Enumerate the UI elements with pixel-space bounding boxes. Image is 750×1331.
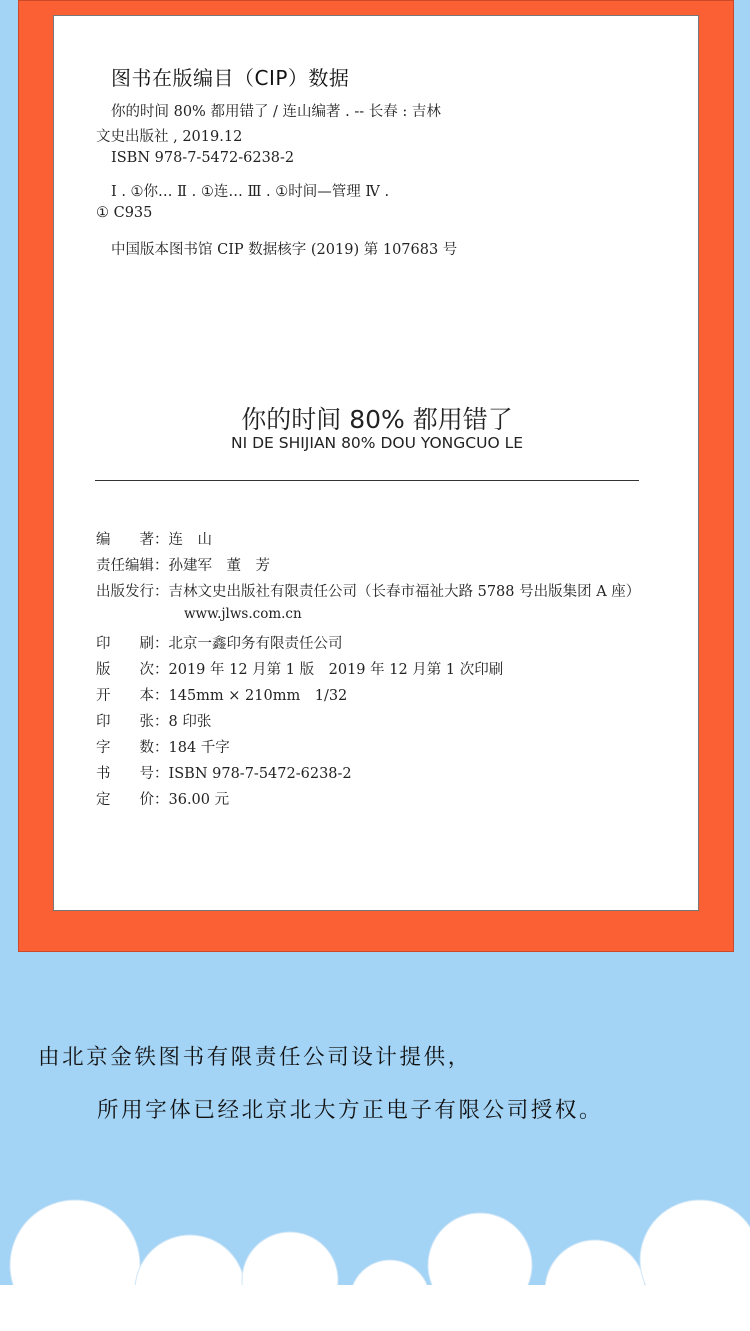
info-sheets bbox=[96, 710, 211, 731]
cip-line: 文史出版社 , 2019.12 bbox=[96, 129, 243, 145]
info-label: 印 张： bbox=[96, 714, 169, 730]
info-label: 定 价： bbox=[96, 792, 169, 808]
cloud-base bbox=[0, 1285, 750, 1331]
cip-classification-code: ① C935 bbox=[96, 205, 153, 221]
copyright-page bbox=[53, 15, 699, 911]
info-publisher bbox=[96, 580, 640, 601]
info-value: 吉林文史出版社有限责任公司（长春市福祉大路 5788 号出版集团 A 座） bbox=[168, 584, 641, 600]
info-value: 184 千字 bbox=[168, 740, 230, 756]
info-value: 145mm × 210mm 1/32 bbox=[168, 688, 348, 704]
cip-record-number: 中国版本图书馆 CIP 数据核字 (2019) 第 107683 号 bbox=[111, 242, 458, 258]
info-author bbox=[96, 528, 212, 549]
footer-font-license: 所用字体已经北京北大方正电子有限公司授权。 bbox=[97, 1098, 604, 1123]
info-price bbox=[96, 788, 229, 809]
footer-design-credit: 由北京金铁图书有限责任公司设计提供， bbox=[38, 1045, 472, 1070]
info-label: 书 号： bbox=[96, 766, 169, 782]
cip-line: 你的时间 80% 都用错了 / 连山编著 . -- 长春 : 吉林 bbox=[111, 104, 441, 120]
book-title: 你的时间 80% 都用错了 bbox=[241, 405, 513, 434]
book-title-pinyin: NI DE SHIJIAN 80% DOU YONGCUO LE bbox=[230, 434, 524, 452]
info-editor bbox=[96, 554, 270, 575]
clouds-illustration bbox=[0, 1180, 750, 1331]
orange-frame bbox=[18, 0, 734, 952]
info-label: 字 数： bbox=[96, 740, 169, 756]
cip-isbn: ISBN 978-7-5472-6238-2 bbox=[111, 150, 295, 166]
info-value: 孙建军 董 芳 bbox=[168, 558, 270, 574]
info-value: 36.00 元 bbox=[168, 792, 230, 808]
info-value: ISBN 978-7-5472-6238-2 bbox=[168, 766, 352, 782]
info-value: 北京一鑫印务有限责任公司 bbox=[168, 636, 343, 652]
info-isbn bbox=[96, 762, 352, 783]
info-value: 连 山 bbox=[168, 532, 212, 548]
divider-line bbox=[95, 480, 639, 481]
info-word-count bbox=[96, 736, 230, 757]
cip-title: 图书在版编目（CIP）数据 bbox=[111, 66, 350, 90]
info-edition bbox=[96, 658, 503, 679]
info-label: 编 著： bbox=[96, 532, 169, 548]
info-label: 开 本： bbox=[96, 688, 169, 704]
info-website bbox=[184, 606, 302, 622]
info-format bbox=[96, 684, 347, 705]
publisher-website: www.jlws.com.cn bbox=[184, 606, 302, 622]
info-label: 印 刷： bbox=[96, 636, 169, 652]
cip-classification: Ⅰ . ①你… Ⅱ . ①连… Ⅲ . ①时间—管理 Ⅳ . bbox=[111, 184, 390, 200]
info-printer bbox=[96, 632, 343, 653]
info-label: 责任编辑： bbox=[96, 558, 169, 574]
info-value: 2019 年 12 月第 1 版 2019 年 12 月第 1 次印刷 bbox=[168, 662, 504, 678]
info-label: 版 次： bbox=[96, 662, 169, 678]
info-label: 出版发行： bbox=[96, 584, 169, 600]
info-value: 8 印张 bbox=[168, 714, 212, 730]
